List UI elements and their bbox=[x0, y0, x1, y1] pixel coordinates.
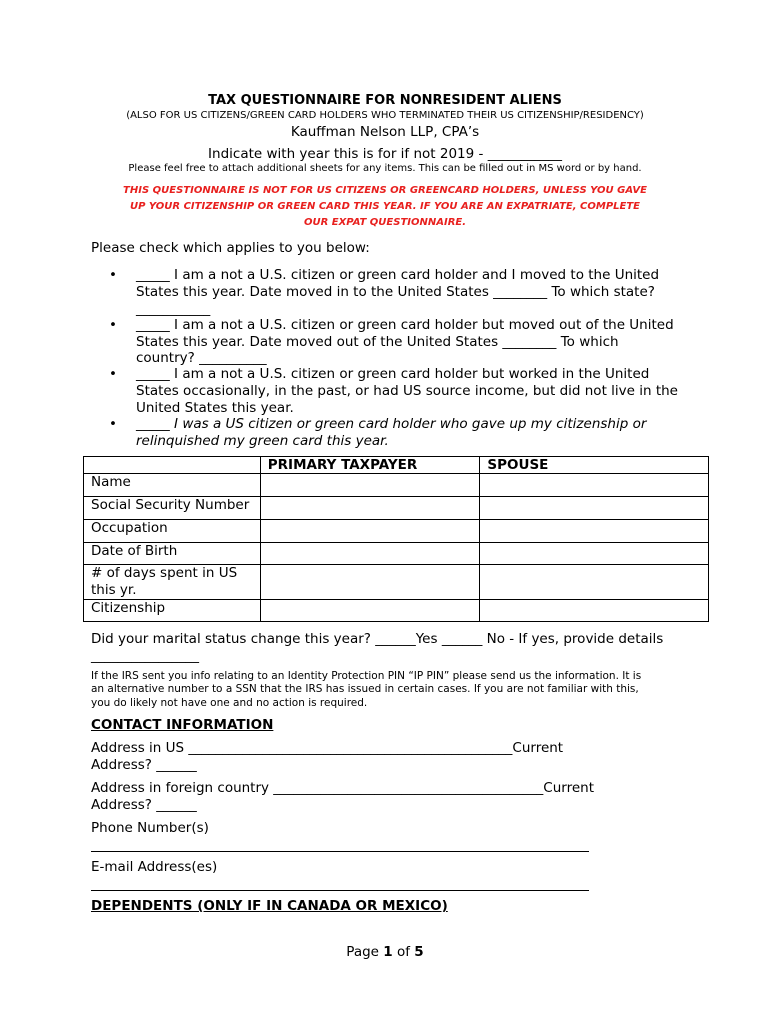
table-header-spouse: SPOUSE bbox=[480, 457, 709, 474]
option-3-line-1[interactable]: _____ I am a not a U.S. citizen or green card holder but worked in the United bbox=[136, 366, 650, 382]
primary-citizenship-cell[interactable] bbox=[260, 600, 480, 622]
bullet-icon: • bbox=[109, 366, 117, 382]
bullet-icon: • bbox=[109, 267, 117, 283]
option-4-line-2: relinquished my green card this year. bbox=[136, 433, 389, 449]
primary-occupation-cell[interactable] bbox=[260, 520, 480, 543]
row-label-dob: Date of Birth bbox=[84, 543, 261, 565]
spouse-occupation-cell[interactable] bbox=[480, 520, 709, 543]
address-foreign-field[interactable]: Address in foreign country ________________________________________Current bbox=[91, 780, 595, 796]
ip-pin-line-2: an alternative number to a SSN that the IRS has issued in certain cases. If you are not familiar with this, bbox=[91, 683, 639, 695]
option-2-line-1[interactable]: _____ I am a not a U.S. citizen or green card holder but moved out of the United bbox=[136, 317, 674, 333]
warning-line-3: OUR EXPAT QUESTIONNAIRE. bbox=[303, 217, 467, 228]
marital-details-blank[interactable]: ________________ bbox=[91, 648, 199, 664]
table-row bbox=[84, 497, 709, 520]
phone-label: Phone Number(s) bbox=[91, 820, 209, 836]
option-3-line-2: States occasionally, in the past, or had US source income, but did not live in the bbox=[136, 383, 678, 399]
spouse-name-cell[interactable] bbox=[480, 474, 709, 497]
warning-line-1: THIS QUESTIONNAIRE IS NOT FOR US CITIZENS OR GREENCARD HOLDERS, UNLESS YOU GAVE bbox=[123, 185, 647, 196]
table-row bbox=[84, 520, 709, 543]
table-row bbox=[84, 543, 709, 565]
ip-pin-line-1: If the IRS sent you info relating to an Identity Protection PIN “IP PIN” please send us the information. It is bbox=[91, 670, 642, 682]
option-1-line-1[interactable]: _____ I am a not a U.S. citizen or green card holder and I moved to the United bbox=[136, 267, 660, 283]
bullet-icon: • bbox=[109, 317, 117, 333]
option-1-line-2: States this year. Date moved in to the United States ________ To which state? bbox=[136, 284, 655, 300]
row-label-ssn: Social Security Number bbox=[84, 497, 261, 520]
bullet-icon: • bbox=[109, 416, 117, 432]
check-prompt: Please check which applies to you below: bbox=[91, 240, 370, 256]
page-total: 5 bbox=[414, 944, 424, 960]
dependents-heading: DEPENDENTS (ONLY IF IN CANADA OR MEXICO) bbox=[91, 898, 448, 914]
address-foreign-current[interactable]: Address? ______ bbox=[91, 797, 197, 813]
ip-pin-line-3: you do likely not have one and no action is required. bbox=[91, 697, 368, 709]
firm-name: Kauffman Nelson LLP, CPA’s bbox=[290, 124, 480, 140]
spouse-days-cell[interactable] bbox=[480, 565, 709, 600]
phone-input-line[interactable] bbox=[91, 851, 589, 852]
table-header-row bbox=[84, 457, 709, 474]
spouse-dob-cell[interactable] bbox=[480, 543, 709, 565]
row-label-days: # of days spent in US this yr. bbox=[84, 565, 261, 600]
row-label-citizenship: Citizenship bbox=[84, 600, 261, 622]
address-us-current[interactable]: Address? ______ bbox=[91, 757, 197, 773]
spouse-citizenship-cell[interactable] bbox=[480, 600, 709, 622]
page-current: 1 bbox=[383, 944, 393, 960]
primary-dob-cell[interactable] bbox=[260, 543, 480, 565]
spouse-ssn-cell[interactable] bbox=[480, 497, 709, 520]
taxpayer-table bbox=[83, 456, 709, 622]
page-subtitle: (ALSO FOR US CITIZENS/GREEN CARD HOLDERS WHO TERMINATED THEIR US CITIZENSHIP/RESIDENCY) bbox=[126, 110, 644, 121]
option-4-line-1[interactable] bbox=[136, 416, 646, 432]
page-number bbox=[0, 944, 770, 960]
table-row bbox=[84, 600, 709, 622]
tax-year-line: Indicate with year this is for if not 2019 - ___________ bbox=[208, 146, 562, 162]
option-4-blank[interactable]: _____ bbox=[136, 416, 175, 432]
option-3-line-3: United States this year. bbox=[136, 400, 294, 416]
option-2-line-3: country? __________ bbox=[136, 350, 267, 366]
table-row bbox=[84, 565, 709, 600]
page-title: TAX QUESTIONNAIRE FOR NONRESIDENT ALIENS bbox=[208, 93, 562, 108]
row-label-name: Name bbox=[84, 474, 261, 497]
contact-heading: CONTACT INFORMATION bbox=[91, 717, 274, 733]
marital-question[interactable]: Did your marital status change this year? ______Yes ______ No - If yes, provide details bbox=[91, 631, 664, 647]
option-2-line-2: States this year. Date moved out of the United States ________ To which bbox=[136, 334, 619, 350]
address-us-field[interactable]: Address in US ________________________________________________Current bbox=[91, 740, 564, 756]
primary-name-cell[interactable] bbox=[260, 474, 480, 497]
primary-ssn-cell[interactable] bbox=[260, 497, 480, 520]
warning-line-2: UP YOUR CITIZENSHIP OR GREEN CARD THIS YEAR. IF YOU ARE AN EXPATRIATE, COMPLETE bbox=[129, 201, 641, 212]
page-of: of bbox=[392, 944, 415, 960]
row-label-occupation: Occupation bbox=[84, 520, 261, 543]
table-header-blank bbox=[84, 457, 261, 474]
option-1-line-3: ___________ bbox=[136, 301, 211, 317]
attach-note: Please feel free to attach additional sheets for any items. This can be filled out in MS word or by hand. bbox=[128, 163, 642, 174]
page-prefix: Page bbox=[346, 944, 384, 960]
email-input-line[interactable] bbox=[91, 890, 589, 891]
email-label: E-mail Address(es) bbox=[91, 859, 218, 875]
table-row bbox=[84, 474, 709, 497]
primary-days-cell[interactable] bbox=[260, 565, 480, 600]
option-4-text: I was a US citizen or green card holder who gave up my citizenship or bbox=[174, 416, 647, 432]
table-header-primary: PRIMARY TAXPAYER bbox=[260, 457, 480, 474]
